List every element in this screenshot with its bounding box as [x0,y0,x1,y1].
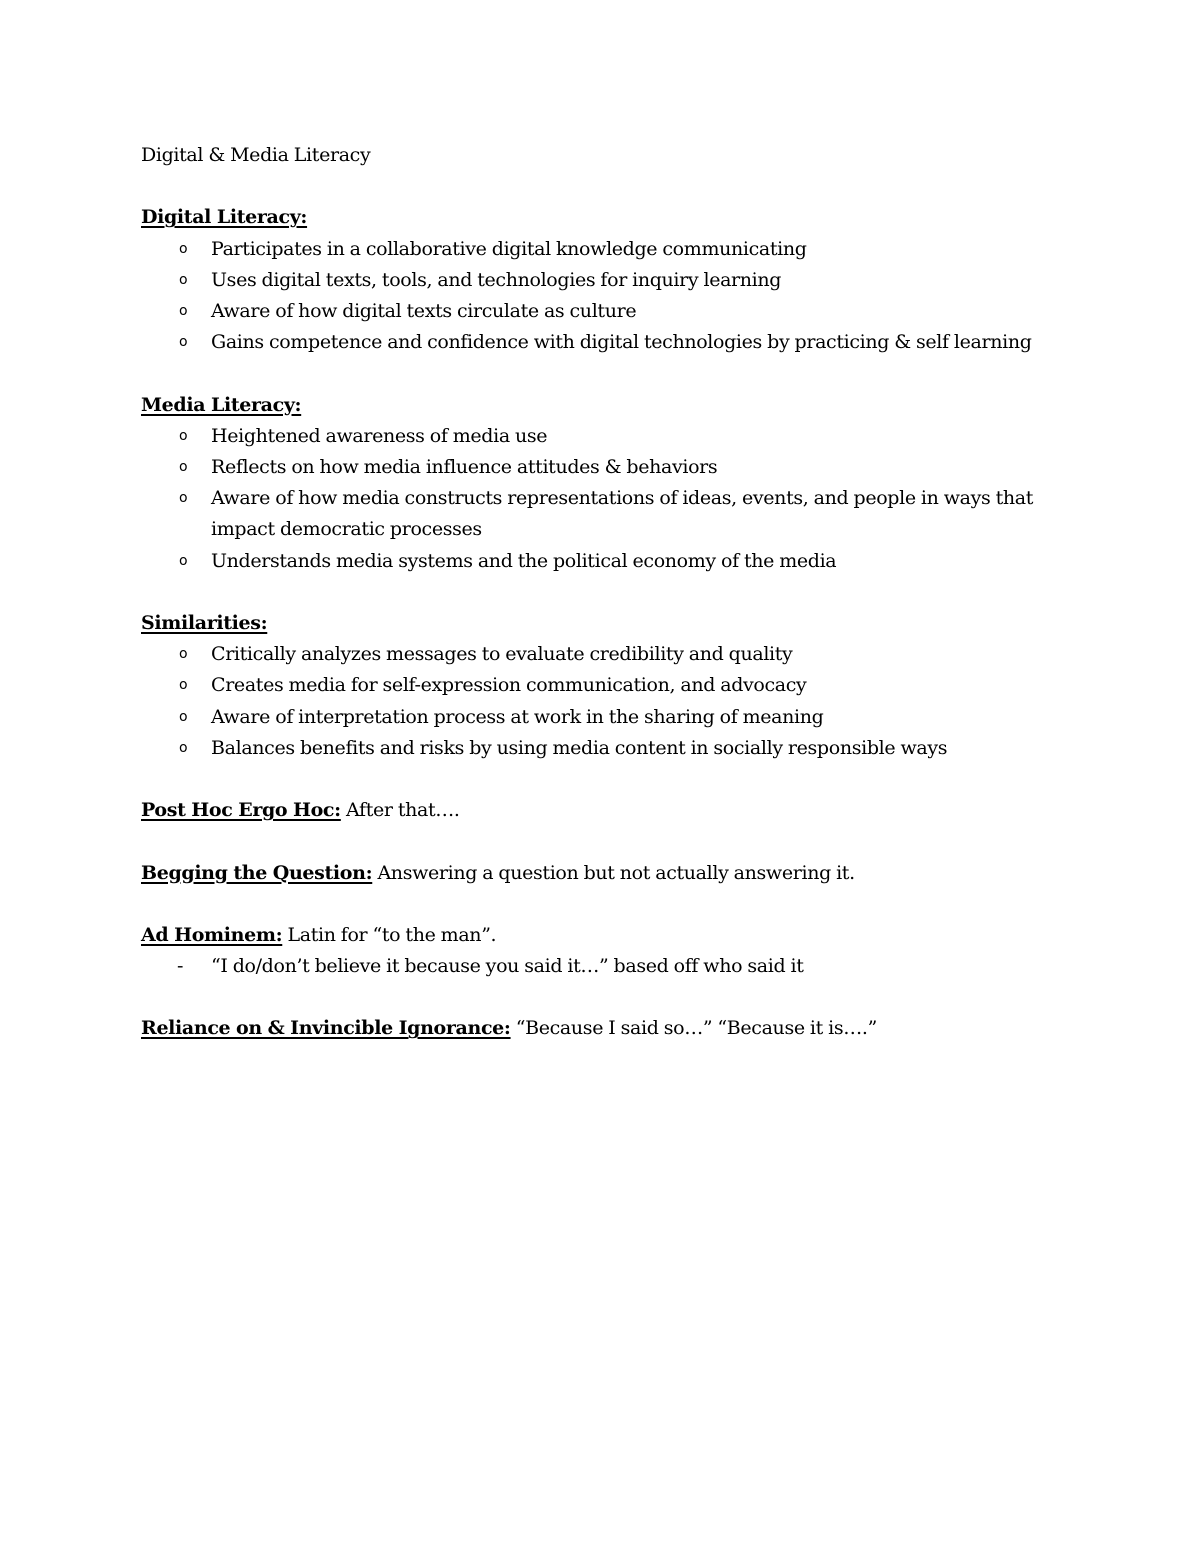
similarities-section [141,608,1071,639]
post-hoc-definition: After that…. [340,799,460,822]
list-item [141,639,1071,670]
media-literacy-heading: Media Literacy: [141,393,302,416]
bullet-icon: o [179,427,188,444]
list-item [141,483,1071,545]
list-item [141,327,1071,358]
digital-literacy-section [141,202,1071,233]
digital-literacy-heading: Digital Literacy: [141,206,308,229]
spacer [141,826,1071,857]
bullet-icon: o [179,552,188,569]
list-item-text-continued: impact democratic processes [211,518,482,541]
ad-hominem-term: Ad Hominem: [141,923,283,946]
ad-hominem-entry [141,920,1071,951]
list-item [141,296,1071,327]
list-item-text: Uses digital texts, tools, and technologies for inquiry learning [211,268,782,291]
bullet-icon: o [179,271,188,288]
dash-icon: - [177,955,184,978]
spacer [141,889,1071,920]
media-literacy-section [141,390,1071,421]
list-item-text: Understands media systems and the political economy of the media [211,549,837,572]
list-item-text: Aware of interpretation process at work in the sharing of meaning [211,705,824,728]
bullet-icon: o [179,240,188,257]
reliance-entry [141,1013,1071,1044]
digital-literacy-list [141,234,1071,359]
similarities-list [141,639,1071,764]
post-hoc-entry [141,795,1071,826]
bullet-icon: o [179,458,188,475]
list-item [141,951,1071,982]
bullet-icon: o [179,490,188,507]
document-title: Digital & Media Literacy [141,144,371,166]
list-item [141,452,1071,483]
media-literacy-list [141,421,1071,577]
spacer [141,577,1071,608]
list-item [141,702,1071,733]
ad-hominem-list [141,951,1071,982]
bullet-icon: o [179,739,188,756]
bullet-icon: o [179,334,188,351]
similarities-heading: Similarities: [141,611,268,634]
bullet-icon: o [179,708,188,725]
list-item-text: Heightened awareness of media use [211,424,548,447]
list-item-text: Participates in a collaborative digital knowledge communicating [211,237,807,260]
list-item [141,733,1071,764]
spacer [141,171,1071,202]
spacer [141,358,1071,389]
list-item-text: Aware of how digital texts circulate as culture [211,299,637,322]
bullet-icon: o [179,646,188,663]
list-item-text: “I do/don’t believe it because you said it…” based off who said it [211,955,804,978]
list-item-text: Balances benefits and risks by using media content in socially responsible ways [211,736,948,759]
list-item [141,546,1071,577]
document-body [141,140,1071,1045]
list-item [141,265,1071,296]
spacer [141,764,1071,795]
list-item-text: Gains competence and confidence with digital technologies by practicing & self learning [211,331,1032,354]
spacer [141,982,1071,1013]
list-item-text: Creates media for self-expression communication, and advocacy [211,674,807,697]
bullet-icon: o [179,677,188,694]
reliance-definition: “Because I said so…” “Because it is….” [510,1017,877,1040]
begging-question-term: Begging the Question: [141,861,373,884]
begging-question-definition: Answering a question but not actually answering it. [372,861,855,884]
post-hoc-term: Post Hoc Ergo Hoc: [141,799,341,822]
list-item-text: Critically analyzes messages to evaluate credibility and quality [211,643,793,666]
list-item [141,234,1071,265]
bullet-icon: o [179,302,188,319]
ad-hominem-definition: Latin for “to the man”. [282,923,497,946]
reliance-term: Reliance on & Invincible Ignorance: [141,1017,511,1040]
begging-question-entry [141,858,1071,889]
list-item-text: Aware of how media constructs representations of ideas, events, and people in ways that [211,487,1034,510]
list-item [141,670,1071,701]
list-item [141,421,1071,452]
list-item-text: Reflects on how media influence attitudes & behaviors [211,455,718,478]
